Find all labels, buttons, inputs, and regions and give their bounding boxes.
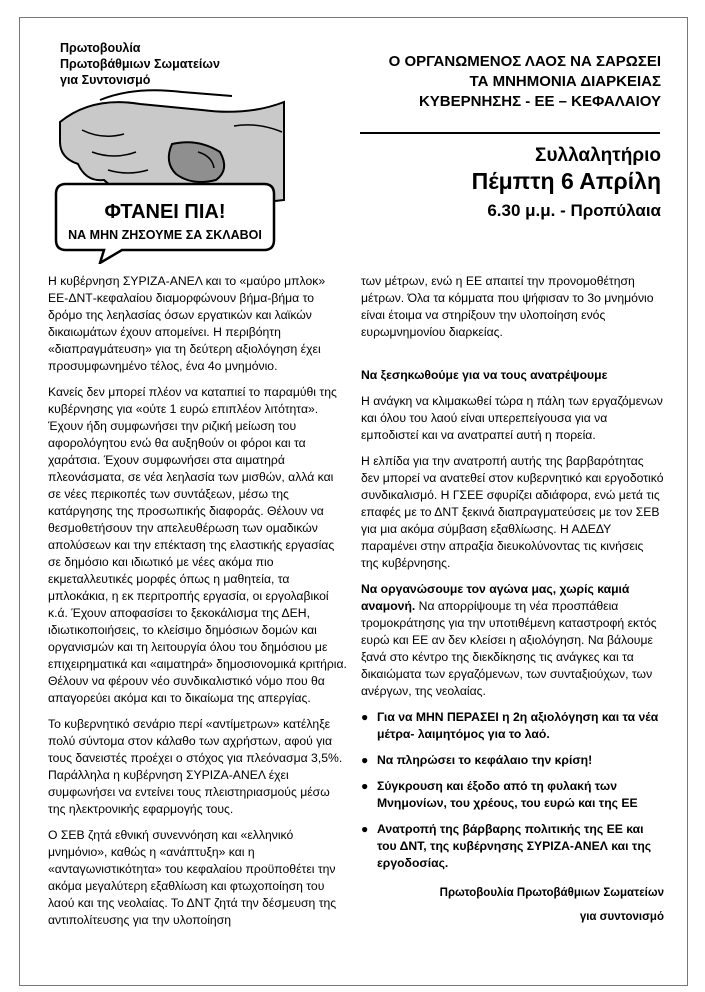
headline-line: ΤΑ ΜΝΗΜΟΝΙΑ ΔΙΑΡΚΕΙΑΣ: [469, 73, 661, 90]
bullet-text: Για να ΜΗΝ ΠΕΡΑΣΕΙ η 2η αξιολόγηση και τα νέα μέτρα- λαιμητόμος για το λαό.: [377, 710, 659, 741]
left-column: [48, 273, 348, 938]
divider-rule: [360, 132, 660, 134]
event-time-place: 6.30 μ.μ. - Προπύλαια: [487, 201, 661, 220]
bubble-line-1: ΦΤΑΝΕΙ ΠΙΑ!: [104, 201, 226, 223]
logo-title-line: για Συντονισμό: [60, 73, 151, 87]
body-paragraph: Η κυβέρνηση ΣΥΡΙΖΑ-ΑΝΕΛ και το «μαύρο μπλοκ» ΕΕ-ΔΝΤ-κεφαλαίου διαμορφώνουν βήμα-βήμα το δρόμο της λεηλασίας όσων εργατικών και λαϊκών δικαιωμάτων έχουν απομείνει. Η περιβόητη «διαπραγμάτευση» για τη δεύτερη αξιολόγηση έχει προσυμφωνημένο τέλος, ένα 4ο μνημόνιο.: [48, 274, 326, 373]
demand-bullet: [361, 709, 664, 743]
event-date: Πέμπτη 6 Απρίλη: [471, 168, 661, 194]
bubble-line-2: ΝΑ ΜΗΝ ΖΗΣΟΥΜΕ ΣΑ ΣΚΛΑΒΟΙ: [68, 228, 262, 242]
speech-bubble: [56, 184, 274, 263]
event-label: Συλλαλητήριο: [535, 145, 661, 166]
bullet-icon: ●: [361, 710, 369, 724]
demand-bullet: [361, 752, 664, 769]
logo-title-line: Πρωτοβουλία: [60, 41, 141, 55]
body-paragraph: Κανείς δεν μπορεί πλέον να καταπιεί το παραμύθι της κυβέρνησης για «ούτε 1 ευρώ επιπλέον λιτότητα». Έχουν ήδη συμφωνήσει την ριζική μείωση του αφορολόγητου ενώ θα αυξηθούν οι φόροι και τα χαράτσια. Έχουν συμφωνήσει στα αιματηρά πλεονάσματα, σε νέα λεηλασία των μισθών, αλλά και σε νέες περικοπές των συντάξεων, μέσω της κατάργησης της προσωπικής διαφοράς. Θέλουν να θεσμοθετήσουν την απελευθέρωση των ομαδικών απολύσεων και την επέκταση της ελαστικής εργασίας σε δημόσιο και ιδιωτικό με νέες ακόμα πιο εκμεταλλευτικές μορφές όπως η μαθητεία, τα μπλοκάκια, η εκ περιτροπής εργασία, οι εργολαβικοί κ.ά. Έχουν αποφασίσει το ξεκοκάλισμα της ΔΕΗ, ιδιωτικοποιήσεις, το κλείσιμο δημόσιων δομών και οργανισμών και τη λειτουργία όλου του δημόσιου με επιχειρηματικά και «αιματηρά» δημοσιονομικά κριτήρια. Θέλουν να φέρουν νέο συνδικαλιστικό νόμο που θα απαγορεύει ακόμα και το δικαίωμα της απεργίας.: [48, 385, 347, 705]
body-paragraph: Η ανάγκη να κλιμακωθεί τώρα η πάλη των εργαζόμενων και όλου του λαού είναι υπερεπείγουσα για να εμποδιστεί και να ανατραπεί αυτή η πορεία.: [361, 394, 663, 442]
pointing-fist-logo: [52, 82, 290, 264]
emphasis-text: Να οργανώσουμε τον αγώνα μας, χωρίς καμιά αναμονή.: [361, 582, 630, 613]
demand-bullet: [361, 821, 664, 872]
bullet-text: Ανατροπή της βάρβαρης πολιτικής της ΕΕ και του ΔΝΤ, της κυβέρνησης ΣΥΡΙΖΑ-ΑΝΕΛ και της εργοδοσίας.: [377, 822, 652, 870]
body-paragraph: των μέτρων, ενώ η ΕΕ απαιτεί την προνομοθέτηση μέτρων. Όλα τα κόμματα που ψήφισαν το 3ο μνημόνιο είναι έτοιμα να στηρίξουν την υλοποίηση ενός ευρωμνημονίου διαρκείας.: [361, 274, 654, 339]
right-column: [361, 273, 664, 929]
signature-line: Πρωτοβουλία Πρωτοβάθμιων Σωματείων: [439, 887, 664, 899]
signature-line: για συντονισμό: [579, 911, 664, 923]
body-paragraph: [361, 581, 664, 700]
headline: [301, 52, 661, 112]
section-heading: Να ξεσηκωθούμε για να τους ανατρέψουμε: [361, 368, 608, 382]
signature: [361, 881, 664, 929]
body-paragraph: Το κυβερνητικό σενάριο περί «αντίμετρων» κατέληξε πολύ σύντομα στον κάλαθο των αχρήστων, αφού για τους δανειστές προέχει ο στόχος για πλεόνασμα 3,5%. Παράλληλα η κυβέρνηση ΣΥΡΙΖΑ-ΑΝΕΛ έχει συμφωνήσει να εντείνει τους πλειστηριασμούς μέσω της ηλεκτρονικής εφαρμογής τους.: [48, 717, 343, 816]
headline-line: Ο ΟΡΓΑΝΩΜΕΝΟΣ ΛΑΟΣ ΝΑ ΣΑΡΩΣΕΙ: [388, 53, 661, 70]
bullet-text: Σύγκρουση και έξοδο από τη φυλακή των Μνημονίων, του χρέους, του ευρώ και της ΕΕ: [377, 779, 638, 810]
body-paragraph: Ο ΣΕΒ ζητά εθνική συνεννόηση και «ελληνικό μνημόνιο», καθώς η «ανάπτυξη» και η «ανταγωνιστικότητα» του κεφαλαίου προϋποθέτει την ακόμα μεγαλύτερη εξαθλίωση και φτωχοποίηση του λαού και της νεολαίας. Το ΔΝΤ ζητά την δέσμευση της αντιπολίτευσης για την υλοποίηση: [48, 828, 337, 927]
bullet-icon: ●: [361, 822, 369, 836]
body-paragraph: Η ελπίδα για την ανατροπή αυτής της βαρβαρότητας δεν μπορεί να ανατεθεί στον κυβερνητικό και εργοδοτικό συνδικαλισμό. Η ΓΣΕΕ σφυρίζει αδιάφορα, ενώ μετά τις επαφές με το ΔΝΤ ξεκινά διαπραγματεύσεις με τον ΣΕΒ για μια ακόμα σύμβαση εξαθλίωσης. Η ΑΔΕΔΥ παραμένει στην απραξία διευκολύνοντας τις κινήσεις της κυβέρνησης.: [361, 454, 664, 570]
bullet-text: Να πληρώσει το κεφάλαιο την κρίση!: [377, 753, 593, 767]
logo-title: [60, 40, 290, 88]
demand-bullet: [361, 778, 664, 812]
headline-line: ΚΥΒΕΡΝΗΣΗΣ - ΕΕ – ΚΕΦΑΛΑΙΟΥ: [418, 93, 661, 110]
logo-title-line: Πρωτοβάθμιων Σωματείων: [60, 57, 220, 71]
body-text: Να απορρίψουμε τη νέα προσπάθεια τρομοκράτησης για την υποτιθέμενη καταστροφή εκτός ευρώ και ΕΕ αν δεν κλείσει η αξιολόγηση. Να βάλουμε ξανά στο κέντρο της διεκδίκησης τις ανάγκες και τα δικαιώματα των εργαζόμενων, των συνταξιούχων, των ανέργων, της νεολαίας.: [361, 599, 657, 698]
bullet-icon: ●: [361, 779, 369, 793]
bullet-icon: ●: [361, 753, 369, 767]
